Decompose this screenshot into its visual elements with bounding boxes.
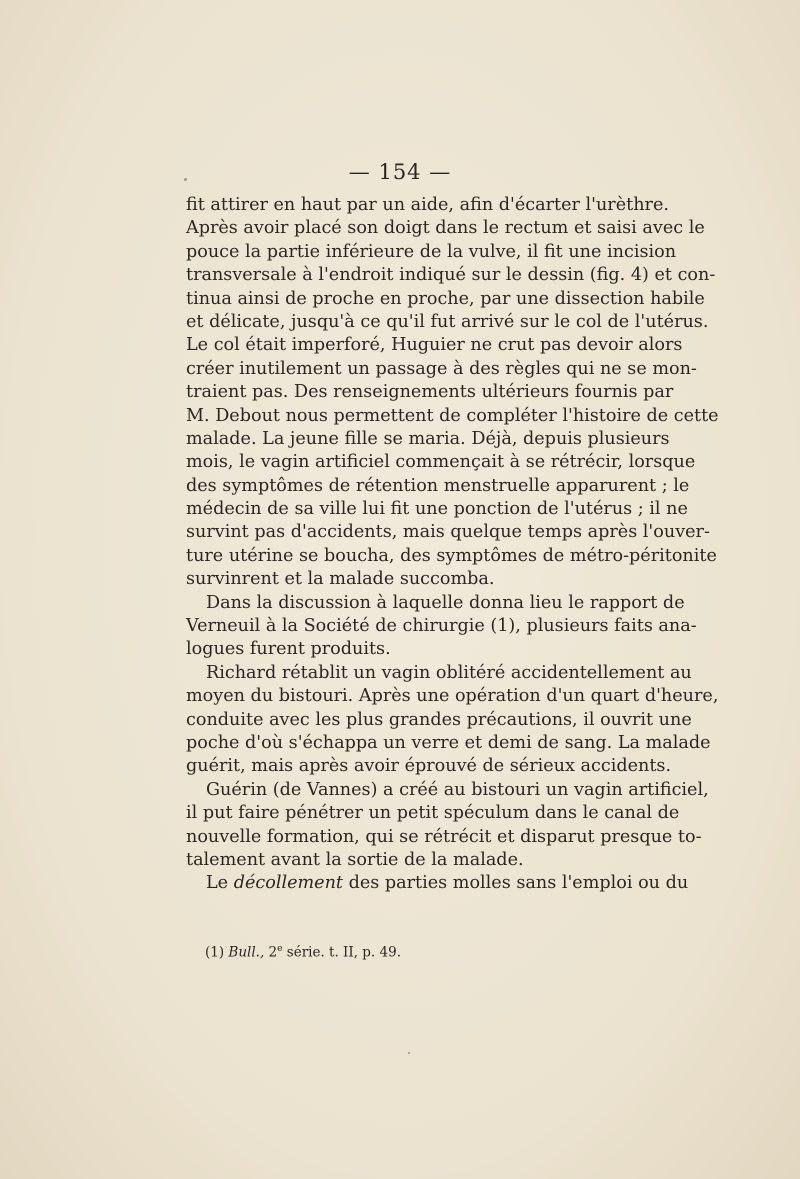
text-line: malade. La jeune fille se maria. Déjà, depuis plusieurs [186,428,670,449]
footnote-reference: série. t. II, p. 49. [282,944,401,961]
text-line: Dans la discussion à laquelle donna lieu le rapport de [206,592,685,613]
text-line: traient pas. Des renseignements ultérieurs fournis par [186,382,674,403]
page-number: — 154 — [348,160,452,184]
footnote-series-number: 2 [264,944,278,961]
text-line: nouvelle formation, qui se rétrécit et disparut presque to- [186,826,702,847]
text-line: ture utérine se boucha, des symptômes de métro-péritonite [186,545,717,566]
text-line: il put faire pénétrer un petit spéculum dans le canal de [186,803,680,824]
text-line: mois, le vagin artificiel commençait à se rétrécir, lorsque [186,452,696,473]
text-line: pouce la partie inférieure de la vulve, il fit une incision [186,241,677,262]
text-line: fit attirer en haut par un aide, afin d'écarter l'urèthre. [186,195,669,215]
text-line: et délicate, jusqu'à ce qu'il fut arrivé sur le col de l'utérus. [186,311,709,332]
paper-speck [408,1052,410,1054]
text-segment: Le [206,873,234,894]
text-line: Richard rétablit un vagin oblitéré accidentellement au [206,662,692,683]
text-line: survinrent et la malade succomba. [186,569,495,590]
text-line: créer inutilement un passage à des règles qui ne se mon- [186,358,697,379]
text-line: logues furent produits. [186,639,391,660]
text-line: conduite avec les plus grandes précautions, il ouvrit une [186,709,692,730]
text-line: Guérin (de Vannes) a créé au bistouri un vagin artificiel, [206,779,709,800]
text-line: des symptômes de rétention menstruelle apparurent ; le [186,475,690,496]
text-line: Le col était imperforé, Huguier ne crut pas devoir alors [186,335,683,356]
text-line: poche d'où s'échappa un verre et demi de sang. La malade [186,732,711,753]
text-line: transversale à l'endroit indiqué sur le dessin (fig. 4) et con- [186,265,716,286]
text-line: talement avant la sortie de la malade. [186,849,524,870]
text-line: M. Debout nous permettent de compléter l'histoire de cette [186,405,719,426]
footnote-marker: (1) [205,944,229,961]
text-line: guérit, mais après avoir éprouvé de sérieux accidents. [186,756,672,777]
text-line [186,872,689,895]
text-line: médecin de sa ville lui fit une ponction de l'utérus ; il ne [186,499,688,520]
footnote-source: Bull., [228,944,265,961]
text-line: survint pas d'accidents, mais quelque temps après l'ouver- [186,522,710,543]
text-segment: des parties molles sans l'emploi ou du [343,873,689,894]
text-line: Après avoir placé son doigt dans le rectum et saisi avec le [186,218,705,239]
text-line: moyen du bistouri. Après une opération d'un quart d'heure, [186,686,719,707]
footnote-series-superscript: e [277,944,283,954]
italic-term: décollement [233,873,343,894]
text-line: tinua ainsi de proche en proche, par une dissection habile [186,288,705,309]
text-line: Verneuil à la Société de chirurgie (1), plusieurs faits ana- [186,616,697,637]
footnote [205,944,401,961]
paper-speck [184,178,187,181]
body-text [186,194,719,896]
